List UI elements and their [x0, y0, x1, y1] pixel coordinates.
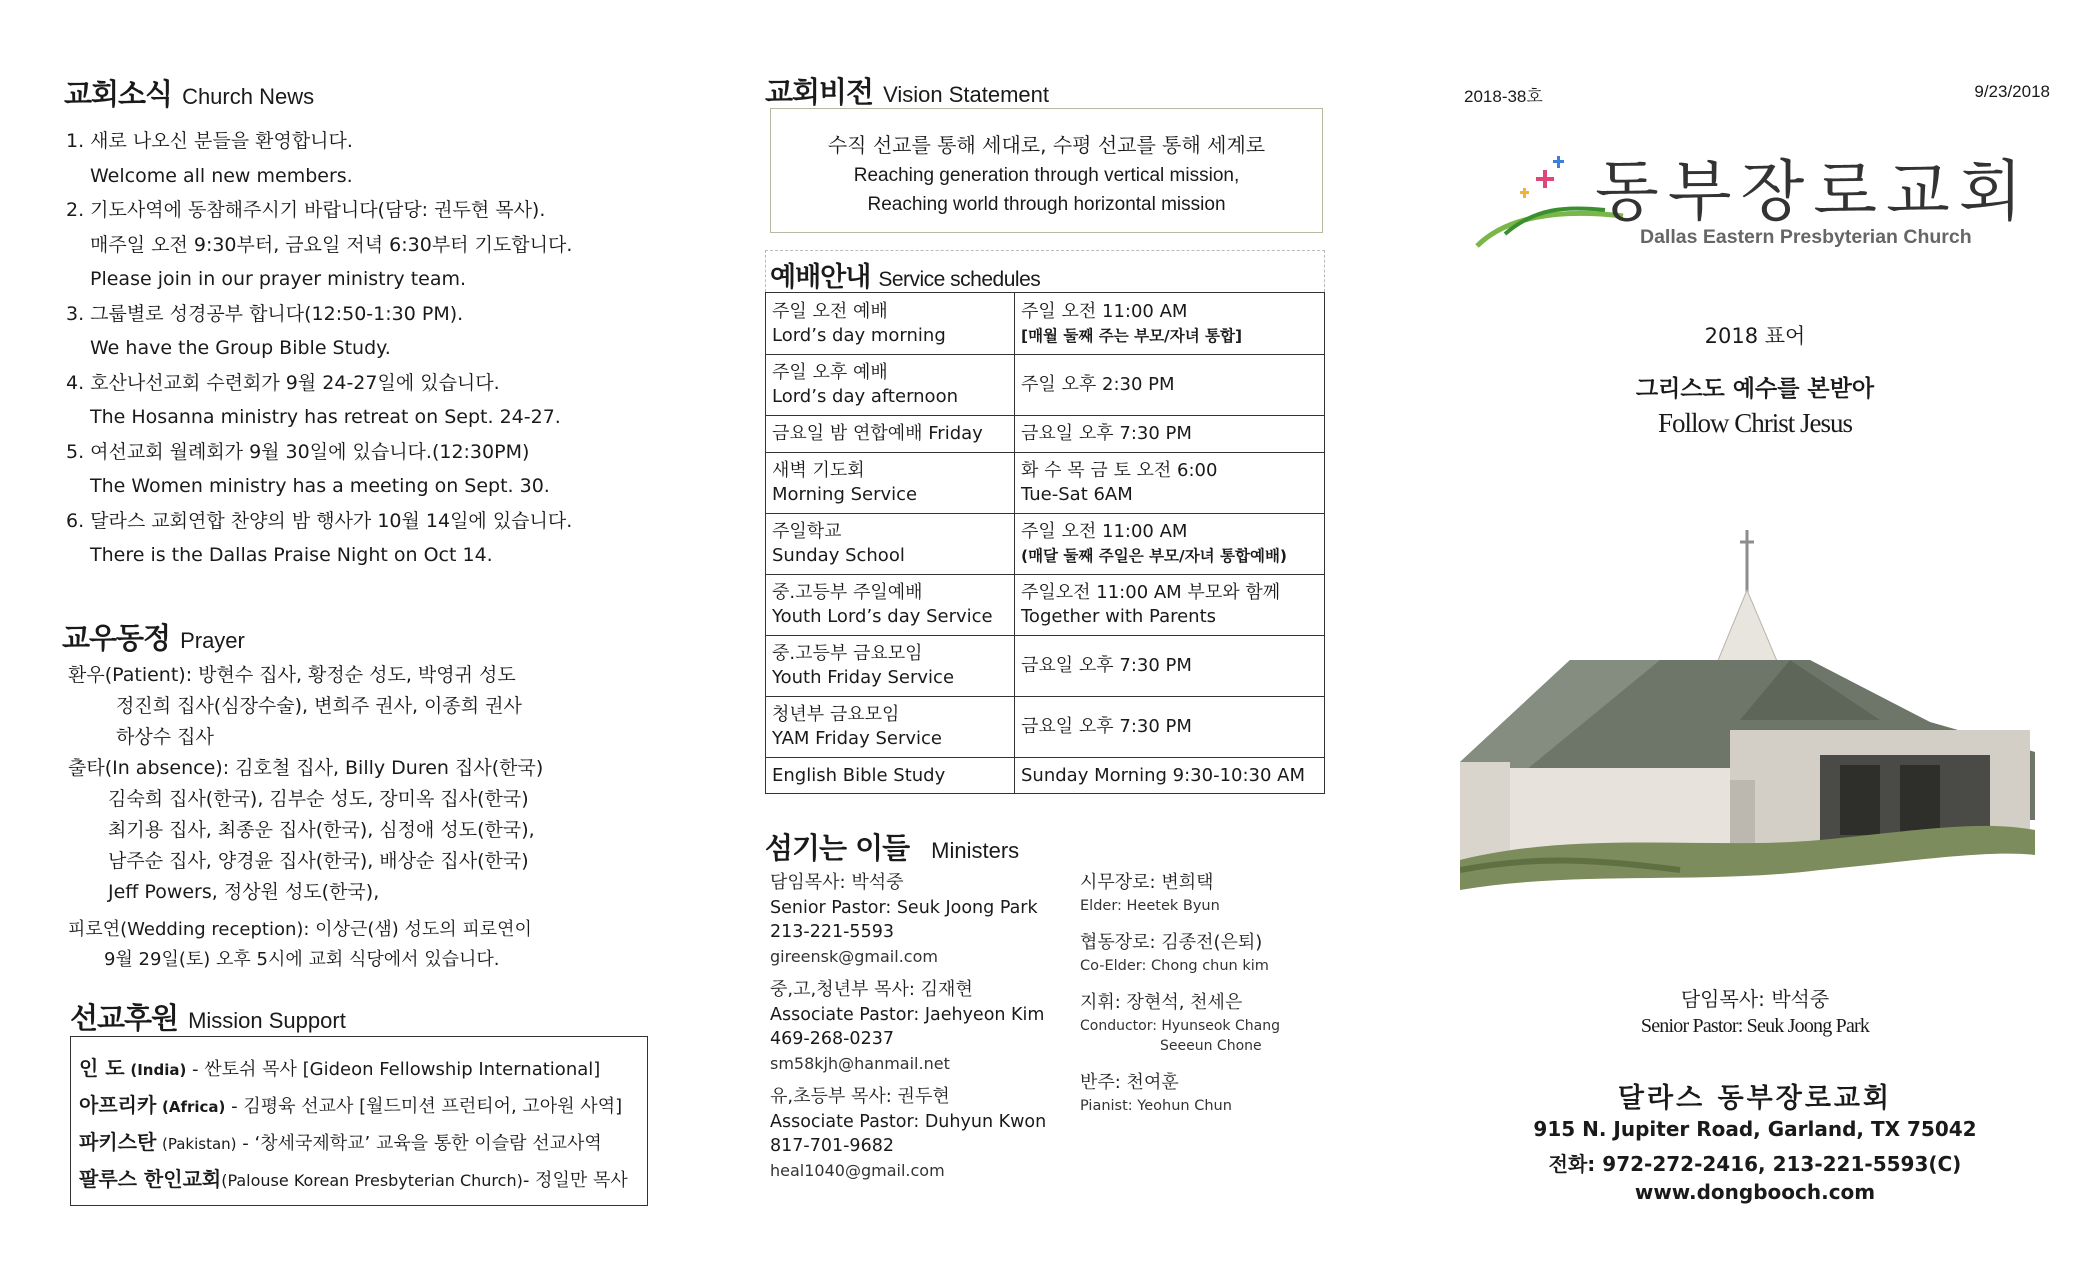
mission-heading-ko: 선교후원 [70, 1001, 179, 1035]
vision-heading [765, 70, 1049, 111]
vision-en: Reaching world through horizontal mission [867, 194, 1226, 215]
news-item-ko: 2. 기도사역에 동참해주시기 바랍니다(담당: 권두현 목사). [66, 199, 546, 221]
mission-heading [70, 996, 346, 1037]
church-news-heading [64, 72, 314, 113]
church-news-list [66, 124, 706, 573]
service-time-cell [1015, 697, 1325, 758]
service-name-cell [766, 293, 1015, 355]
minister-phone: 469-268-0237 [770, 1029, 894, 1049]
prayer-section [68, 660, 708, 975]
news-item-en: The Women ministry has a meeting on Sept. 30. [90, 475, 550, 497]
service-name-ko: 중.고등부 금요모임 [772, 643, 923, 664]
service-time: 주일 오후 2:30 PM [1021, 374, 1175, 395]
prayer-heading-ko: 교우동정 [62, 621, 171, 655]
service-name-ko: 주일학교 [772, 521, 842, 542]
vision-en: Reaching generation through vertical mission, [853, 165, 1240, 186]
service-name-cell [766, 575, 1015, 636]
minister-role: 중,고,청년부 목사: 김재현 [770, 979, 973, 1000]
vision-heading-ko: 교회비전 [765, 75, 874, 109]
mission-row [79, 1125, 641, 1162]
service-time-cell [1015, 293, 1325, 355]
minister-role: 담임목사: 박석중 [770, 872, 904, 893]
minister-entry [770, 977, 1100, 1076]
mission-country: 파키스탄 [79, 1130, 157, 1154]
service-schedule [765, 250, 1325, 794]
absence-line: 출타(In absence): 김호철 집사, Billy Duren 집사(한국) [68, 757, 544, 779]
mission-row [79, 1051, 641, 1088]
senior-pastor-ko: 담임목사: 박석중 [1680, 987, 1830, 1011]
vision-heading-en: Vision Statement [883, 82, 1049, 107]
news-item-en: Please join in our prayer ministry team. [90, 268, 467, 290]
service-name-cell [766, 453, 1015, 514]
minister-name-en: Senior Pastor: Seuk Joong Park [770, 898, 1038, 918]
minister-name-en: Co-Elder: Chong chun kim [1080, 958, 1269, 974]
mission-country: 팔루스 한인교회 [79, 1167, 222, 1191]
minister-email: sm58kjh@hanmail.net [770, 1054, 950, 1073]
minister-entry [1080, 870, 1340, 916]
news-item-ko: 6. 달라스 교회연합 찬양의 밤 행사가 10월 14일에 있습니다. [66, 509, 573, 532]
mission-country-en: (India) [130, 1061, 187, 1079]
minister-entry [1080, 990, 1340, 1056]
church-website[interactable]: www.dongbooch.com [1634, 1180, 1876, 1204]
church-building-image [1460, 530, 2035, 920]
minister-entry [770, 1084, 1100, 1183]
service-heading-ko: 예배안내 [770, 262, 871, 293]
absence-line: 남주순 집사, 양경윤 집사(한국), 배상순 집사(한국) [108, 850, 529, 872]
absence-line: 김숙희 집사(한국), 김부순 성도, 장미옥 집사(한국) [108, 788, 529, 810]
service-name-en: Morning Service [772, 484, 918, 505]
news-item-en: The Hosanna ministry has retreat on Sept. 24-27. [90, 406, 561, 428]
minister-role: 시무장로: 변희택 [1080, 872, 1214, 893]
mission-text: - 싼토쉬 목사 [Gideon Fellowship International] [186, 1059, 601, 1080]
minister-email: gireensk@gmail.com [770, 947, 938, 966]
minister-phone: 213-221-5593 [770, 922, 894, 942]
minister-role: 반주: 천여훈 [1080, 1072, 1179, 1093]
service-name-ko: 중.고등부 주일예배 [772, 582, 923, 603]
minister-name-en: Conductor: Hyunseok Chang [1080, 1018, 1280, 1034]
service-name-cell [766, 416, 1015, 453]
service-name-en: Lord’s day morning [772, 324, 946, 346]
table-row [766, 697, 1325, 758]
service-name-ko: 주일 오전 예배 [772, 300, 888, 322]
service-note: [매월 둘째 주는 부모/자녀 통합] [1021, 326, 1243, 345]
service-name-en: Youth Lord’s day Service [772, 606, 993, 627]
service-name-en: Youth Friday Service [772, 667, 955, 688]
service-time: 주일오전 11:00 AM 부모와 함께 [1021, 582, 1281, 603]
minister-role: 협동장로: 김종전(은퇴) [1080, 932, 1263, 953]
news-item [66, 297, 706, 366]
church-logo [1475, 148, 2032, 258]
service-time-cell [1015, 355, 1325, 416]
service-name-ko: English Bible Study [772, 764, 946, 786]
service-note: Together with Parents [1021, 606, 1217, 627]
minister-entry [1080, 930, 1340, 976]
patient-line: 정진희 집사(심장수술), 변희주 권사, 이종희 권사 [116, 695, 522, 717]
ministers-heading-ko: 섬기는 이들 [765, 831, 910, 865]
service-time-cell [1015, 514, 1325, 575]
news-item [66, 504, 706, 573]
news-item-en: Welcome all new members. [90, 164, 353, 187]
service-name-cell [766, 697, 1015, 758]
minister-email: heal1040@gmail.com [770, 1161, 945, 1180]
service-time: Sunday Morning 9:30-10:30 AM [1021, 764, 1306, 786]
service-table [765, 292, 1325, 794]
table-row [766, 575, 1325, 636]
service-time-cell [1015, 758, 1325, 794]
news-item [66, 193, 706, 297]
logo-church-name-ko: 동부장로교회 [1595, 153, 2032, 230]
ministers-right-column [1080, 870, 1340, 1124]
news-item-ko: 4. 호산나선교회 수련회가 9월 24-27일에 있습니다. [66, 371, 500, 394]
news-item [66, 124, 706, 193]
service-time: 주일 오전 11:00 AM [1021, 521, 1188, 542]
minister-entry [1080, 1070, 1340, 1116]
motto-ko: 그리스도 예수를 본받아 [1635, 376, 1875, 402]
service-name-cell [766, 355, 1015, 416]
mission-row [79, 1088, 641, 1125]
service-time-cell [1015, 416, 1325, 453]
service-name-ko: 금요일 밤 연합예배 Friday [772, 423, 983, 444]
table-row [766, 416, 1325, 453]
minister-name-en: Seeeun Chone [1160, 1038, 1262, 1054]
motto-en: Follow Christ Jesus [1657, 408, 1853, 438]
wedding-line: 9월 29일(토) 오후 5시에 교회 식당에서 있습니다. [104, 949, 500, 970]
service-time: 금요일 오후 7:30 PM [1021, 423, 1192, 444]
table-row [766, 758, 1325, 794]
news-item [66, 435, 706, 504]
ministers-heading [765, 826, 1019, 867]
service-name-en: YAM Friday Service [772, 728, 942, 749]
service-time: 주일 오전 11:00 AM [1021, 300, 1188, 322]
prayer-heading-en: Prayer [180, 628, 245, 653]
mission-country: 아프리카 [79, 1093, 157, 1117]
news-item [66, 366, 706, 435]
vision-statement-box [770, 108, 1323, 233]
news-item-en: 매주일 오전 9:30부터, 금요일 저녁 6:30부터 기도합니다. [90, 233, 573, 256]
news-item-ko: 5. 여선교회 월례회가 9월 30일에 있습니다.(12:30PM) [66, 440, 530, 463]
church-phone: 전화: 972-272-2416, 213-221-5593(C) [1548, 1152, 1962, 1176]
service-name-ko: 주일 오후 예배 [772, 362, 888, 383]
mission-text: - 김평육 선교사 [월드미션 프런티어, 고아원 사역] [225, 1096, 623, 1117]
mission-text: - 정일만 목사 [522, 1170, 628, 1191]
logo-church-name-en: Dallas Eastern Presbyterian Church [1640, 226, 1972, 248]
issue-number: 2018-38호 [1464, 87, 1543, 106]
service-time: 금요일 오후 7:30 PM [1021, 716, 1192, 737]
service-name-ko: 청년부 금요모임 [772, 704, 900, 725]
table-row [766, 453, 1325, 514]
service-time-cell [1015, 453, 1325, 514]
mission-text: - ‘창세국제학교’ 교육을 통한 이슬람 선교사역 [236, 1133, 602, 1154]
bulletin-date: 9/23/2018 [1974, 82, 2050, 101]
service-name-cell [766, 514, 1015, 575]
church-news-heading-en: Church News [182, 84, 315, 109]
church-news-heading-ko: 교회소식 [64, 77, 173, 111]
news-item-en: We have the Group Bible Study. [90, 337, 391, 359]
absence-line: Jeff Powers, 정상원 성도(한국), [108, 881, 380, 903]
service-name-cell [766, 758, 1015, 794]
prayer-heading [62, 616, 245, 657]
mission-country: 인 도 [79, 1056, 125, 1080]
table-row [766, 514, 1325, 575]
service-note: (매달 둘째 주일은 부모/자녀 통합예배) [1021, 547, 1288, 565]
mission-support-box [70, 1036, 648, 1206]
wedding-line: 피로연(Wedding reception): 이상근(샘) 성도의 피로연이 [68, 919, 532, 940]
church-full-name: 달라스 동부장로교회 [1617, 1083, 1893, 1114]
church-address: 915 N. Jupiter Road, Garland, TX 75042 [1533, 1117, 1977, 1141]
news-item-ko: 1. 새로 나오신 분들을 환영합니다. [66, 130, 353, 152]
minister-phone: 817-701-9682 [770, 1136, 894, 1156]
minister-name-en: Associate Pastor: Duhyun Kwon [770, 1112, 1047, 1132]
mission-row [79, 1162, 641, 1198]
minister-role: 지휘: 장현석, 천세은 [1080, 992, 1243, 1013]
news-item-ko: 3. 그룹별로 성경공부 합니다(12:50-1:30 PM). [66, 302, 464, 325]
service-time-cell [1015, 636, 1325, 697]
patient-line: 환우(Patient): 방현수 집사, 황정순 성도, 박영귀 성도 [68, 664, 516, 686]
service-heading-en: Service schedules [878, 268, 1041, 291]
minister-name-en: Pianist: Yeohun Chun [1080, 1098, 1232, 1114]
absence-line: 최기용 집사, 최종운 집사(한국), 심정애 성도(한국), [108, 819, 535, 841]
service-name-ko: 새벽 기도회 [772, 460, 865, 481]
service-note: Tue-Sat 6AM [1021, 484, 1133, 505]
service-name-cell [766, 636, 1015, 697]
minister-name-en: Associate Pastor: Jaehyeon Kim [770, 1005, 1045, 1025]
minister-role: 유,초등부 목사: 권두현 [770, 1086, 950, 1107]
minister-entry [770, 870, 1100, 969]
service-name-en: Sunday School [772, 545, 905, 566]
service-time: 화 수 목 금 토 오전 6:00 [1021, 460, 1218, 481]
news-item-en: There is the Dallas Praise Night on Oct 14. [90, 544, 493, 566]
mission-country-en: (Palouse Korean Presbyterian Church) [221, 1171, 523, 1190]
mission-country-en: (Pakistan) [162, 1135, 237, 1153]
mission-heading-en: Mission Support [188, 1008, 346, 1033]
table-row [766, 636, 1325, 697]
service-name-en: Lord’s day afternoon [772, 386, 958, 407]
patient-line: 하상수 집사 [116, 726, 214, 748]
minister-name-en: Elder: Heetek Byun [1080, 898, 1220, 914]
vision-ko: 수직 선교를 통해 세대로, 수평 선교를 통해 세계로 [827, 133, 1266, 157]
mission-country-en: (Africa) [162, 1098, 226, 1116]
service-time: 금요일 오후 7:30 PM [1021, 655, 1192, 676]
table-row [766, 293, 1325, 355]
service-heading [765, 250, 1325, 292]
ministers-left-column [770, 870, 1100, 1191]
motto-label: 2018 표어 [1704, 324, 1806, 348]
senior-pastor-en: Senior Pastor: Seuk Joong Park [1640, 1015, 1870, 1037]
ministers-heading-en: Ministers [931, 838, 1020, 863]
service-time-cell [1015, 575, 1325, 636]
table-row [766, 355, 1325, 416]
